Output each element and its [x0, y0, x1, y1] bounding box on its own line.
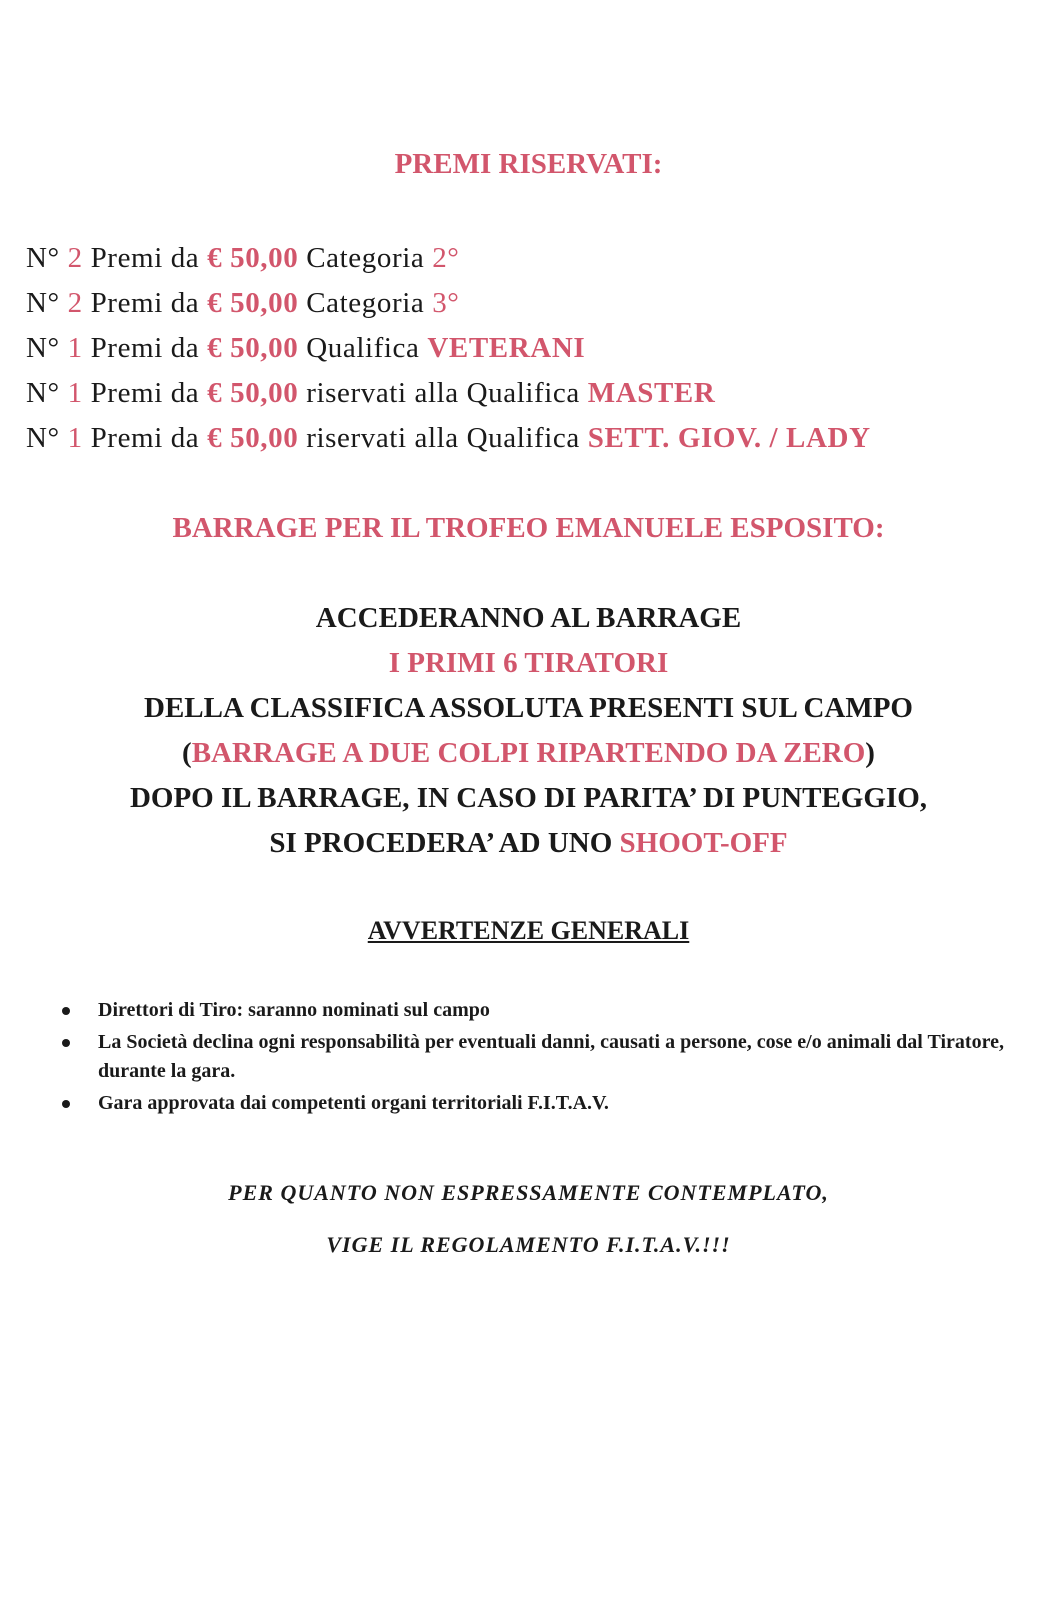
warning-text: La Società declina ogni responsabilità per eventuali danni, causati a persone, cose e/o animali dal Tiratore, durante la gara. — [98, 1031, 1004, 1082]
bullet-icon — [62, 1007, 70, 1015]
barrage-line: ACCEDERANNO AL BARRAGE — [315, 602, 742, 634]
prize-count: 1 — [67, 377, 83, 409]
barrage-line: I PRIMI 6 TIRATORI — [388, 647, 669, 679]
prize-line — [26, 416, 871, 461]
prize-amount: € 50,00 — [207, 377, 299, 409]
prize-prefix: N° — [26, 422, 60, 454]
prize-line — [26, 236, 871, 281]
prize-list — [26, 236, 871, 461]
prize-amount: € 50,00 — [207, 332, 299, 364]
prize-count: 1 — [67, 332, 83, 364]
warnings-title: AVVERTENZE GENERALI — [367, 916, 690, 945]
warning-text: Gara approvata dai competenti organi territoriali F.I.T.A.V. — [98, 1092, 609, 1114]
list-item — [62, 1028, 1047, 1086]
warning-text: Direttori di Tiro: saranno nominati sul campo — [98, 999, 490, 1021]
prize-target: VETERANI — [427, 332, 586, 364]
barrage-highlight: BARRAGE A DUE COLPI RIPARTENDO DA ZERO — [191, 737, 866, 769]
prize-desc: riservati alla Qualifica — [306, 422, 580, 454]
list-item — [62, 1089, 1047, 1118]
prize-line — [26, 326, 871, 371]
prize-mid: Premi da — [90, 332, 200, 364]
prize-prefix: N° — [26, 332, 60, 364]
closing-line: PER QUANTO NON ESPRESSAMENTE CONTEMPLATO, — [228, 1180, 829, 1205]
prize-desc: Qualifica — [306, 332, 420, 364]
prize-target: 3° — [432, 287, 460, 319]
barrage-line — [0, 821, 1057, 866]
list-item — [62, 996, 1047, 1025]
prize-prefix: N° — [26, 377, 60, 409]
prize-count: 2 — [67, 287, 83, 319]
barrage-line: DELLA CLASSIFICA ASSOLUTA PRESENTI SUL CAMPO — [144, 692, 913, 724]
prize-mid: Premi da — [90, 422, 200, 454]
closing-line: VIGE IL REGOLAMENTO F.I.T.A.V.!!! — [326, 1232, 731, 1257]
prize-amount: € 50,00 — [207, 422, 299, 454]
prize-mid: Premi da — [90, 287, 200, 319]
prize-amount: € 50,00 — [207, 242, 299, 274]
prize-desc: Categoria — [306, 242, 425, 274]
prize-mid: Premi da — [90, 377, 200, 409]
barrage-line — [0, 731, 1057, 776]
prizes-title: PREMI RISERVATI: — [394, 148, 663, 180]
prize-amount: € 50,00 — [207, 287, 299, 319]
prize-count: 1 — [67, 422, 83, 454]
barrage-title: BARRAGE PER IL TROFEO EMANUELE ESPOSITO: — [172, 512, 885, 544]
prize-target: 2° — [432, 242, 460, 274]
prize-prefix: N° — [26, 287, 60, 319]
warnings-list — [62, 996, 1047, 1121]
barrage-line: DOPO IL BARRAGE, IN CASO DI PARITA’ DI PUNTEGGIO, — [129, 782, 928, 814]
paren-open: ( — [182, 737, 192, 769]
barrage-text: SI PROCEDERA’ AD UNO — [269, 827, 613, 859]
bullet-icon — [62, 1039, 70, 1047]
prize-target: SETT. GIOV. / LADY — [587, 422, 871, 454]
prize-target: MASTER — [587, 377, 716, 409]
prize-line — [26, 281, 871, 326]
prize-prefix: N° — [26, 242, 60, 274]
barrage-rules — [0, 596, 1057, 866]
bullet-icon — [62, 1100, 70, 1108]
prize-desc: Categoria — [306, 287, 425, 319]
prize-desc: riservati alla Qualifica — [306, 377, 580, 409]
prize-count: 2 — [67, 242, 83, 274]
paren-close: ) — [865, 737, 875, 769]
prize-mid: Premi da — [90, 242, 200, 274]
prize-line — [26, 371, 871, 416]
shoot-off-label: SHOOT-OFF — [619, 827, 788, 859]
